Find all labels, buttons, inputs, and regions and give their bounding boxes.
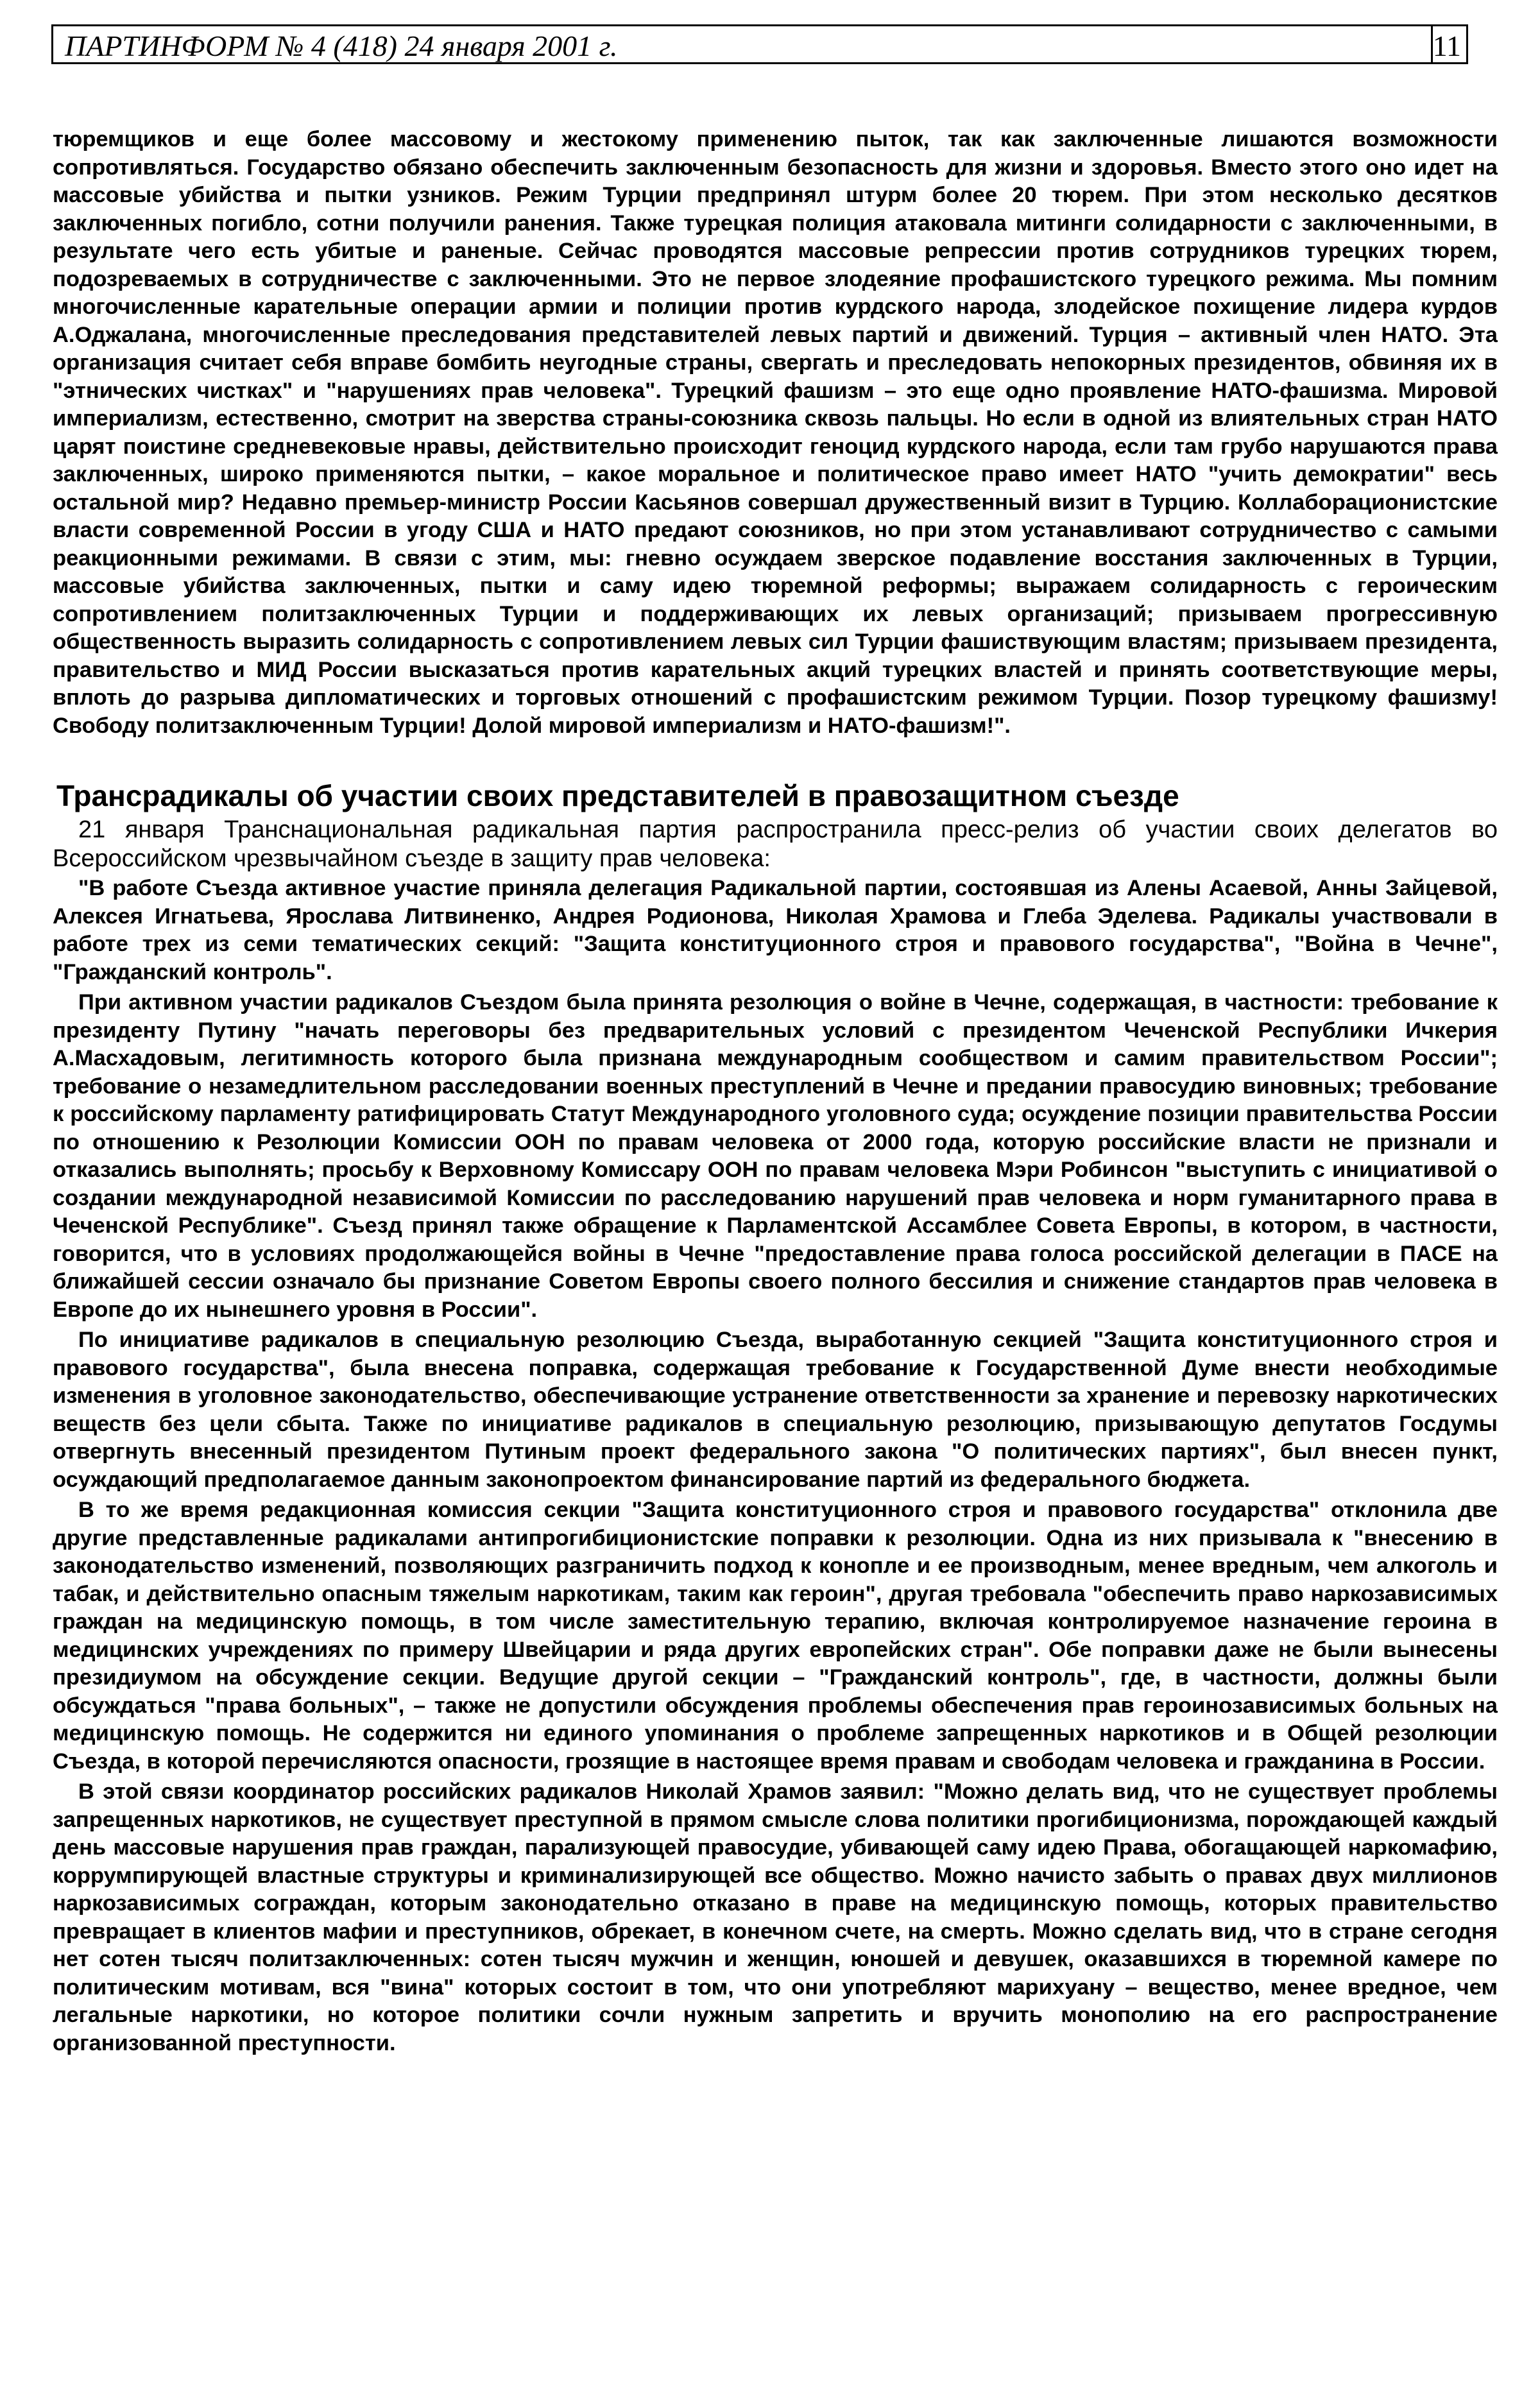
article-paragraph: В то же время редакционная комиссия секции "Защита конституционного строя и правового государства" отклонила две другие представленные радикалами антипрогибиционистские поправки к резолюции. Одна из них призывала к "внесению в законодательство изменений, позволяющих разграничить подход к конопле и ее производным, менее вредным, чем алкоголь и табак, и действительно опасным тяжелым наркотикам, таким как героин", другая требовала "обеспечить право наркозависимых граждан на медицинскую помощь, в том числе заместительную терапию, включая контролируемое назначение героина в медицинских учреждениях по примеру Швейцарии и ряда других европейских стран". Обе поправки даже не были вынесены президиумом на обсуждение секции. Ведущие другой секции – "Гражданский контроль", где, в частности, должны были обсуждаться "права больных", – также не допустили обсуждения проблемы обеспечения прав героинозависимых больных на медицинскую помощь. Не содержится ни единого упоминания о проблеме запрещенных наркотиков и в Общей резолюции Съезда, в которой перечисляются опасности, грозящие в настоящее время правам и свободам человека и гражданина в России.: [53, 1498, 1498, 1774]
article-paragraph: По инициативе радикалов в специальную резолюцию Съезда, выработанную секцией "Защита конституционного строя и правового государства", была внесена поправка, содержащая требование к Государственной Думе внести необходимые изменения в уголовное законодательство, обеспечивающие устранение ответственности за хранение и перевозку наркотических веществ без цели сбыта. Также по инициативе радикалов в специальную резолюцию, призывающую депутатов Госдумы отвергнуть внесенный президентом Путиным проект федерального закона "О политических партиях", был внесен пункт, осуждающий предполагаемое данным законопроектом финансирование партий из федерального бюджета.: [53, 1328, 1498, 1492]
article-paragraph: "В работе Съезда активное участие приняла делегация Радикальной партии, состоявшая из Алены Асаевой, Анны Зайцевой, Алексея Игнатьева, Ярослава Литвиненко, Андрея Родионова, Николая Храмова и Глеба Эделева. Радикалы участвовали в работе трех из семи тематических секций: "Защита конституционного строя и правового государства", "Война в Чечне", "Гражданский контроль".: [53, 876, 1498, 984]
article-paragraph: В этой связи координатор российских радикалов Николай Храмов заявил: "Можно делать вид, что не существует проблемы запрещенных наркотиков, не существует преступной в прямом смысле слова политики прогибиционизма, порождающей каждый день массовые нарушения прав граждан, парализующей правосудие, убивающей саму идею Права, обогащающей наркомафию, коррумпирующей властные структуры и криминализирующей все общество. Можно начисто забыть о правах двух миллионов наркозависимых сограждан, которым законодательно отказано в праве на медицинскую помощь, которых правительство превращает в клиентов мафии и преступников, обрекает, в конечном счете, на смерть. Можно сделать вид, что в стране сегодня нет сотен тысяч политзаключенных: сотен тысяч мужчин и женщин, юношей и девушек, оказавшихся в тюремной камере по политическим мотивам, вся "вина" которых состоит в том, что они употребляют марихуану – вещество, менее вредное, чем легальные наркотики, но которое политики сочли нужным запретить и вручить монополию на его распространение организованной преступности.: [53, 1779, 1498, 2055]
page-number: 11: [1432, 30, 1461, 62]
article-body: [53, 126, 1498, 2057]
article-heading: Трансрадикалы об участии своих представителей в правозащитном съезде: [56, 779, 1179, 812]
header-title: ПАРТИНФОРМ № 4 (418) 24 января 2001 г.: [65, 30, 618, 62]
article-lead: 21 января Транснациональная радикальная партия распространила пресс-релиз об участии своих делегатов во Всероссийском чрезвычайном съезде в защиту прав человека:: [53, 816, 1498, 872]
article-paragraph: При активном участии радикалов Съездом была принята резолюция о войне в Чечне, содержащая, в частности: требование к президенту Путину "начать переговоры без предварительных условий с президентом Чеченской Республики Ичкерия А.Масхадовым, легитимность которого была признана международным сообществом и самим правительством России"; требование о незамедлительном расследовании военных преступлений в Чечне и предании правосудию виновных; требование к российскому парламенту ратифицировать Статут Международного уголовного суда; осуждение позиции правительства России по отношению к Резолюции Комиссии ООН по правам человека от 2000 года, которую российские власти не признали и отказались выполнять; просьбу к Верховному Комиссару ООН по правам человека Мэри Робинсон "выступить с инициативой о создании международной независимой Комиссии по расследованию нарушений прав человека и норм гуманитарного права в Чеченской Республике". Съезд принял также обращение к Парламентской Ассамблее Совета Европы, в котором, в частности, говорится, что в условиях продолжающейся войны в Чечне "предоставление права голоса российской делегации в ПАСЕ на ближайшей сессии означало бы признание Советом Европы своего полного бессилия и снижение стандартов прав человека в Европе до их нынешнего уровня в России".: [53, 990, 1498, 1322]
intro-paragraph: тюремщиков и еще более массовому и жестокому применению пыток, так как заключенные лишаются возможности сопротивляться. Государство обязано обеспечить заключенным безопасность для жизни и здоровья. Вместо этого оно идет на массовые убийства и пытки узников. Режим Турции предпринял штурм более 20 тюрем. При этом несколько десятков заключенных погибло, сотни получили ранения. Также турецкая полиция атаковала митинги солидарности с заключенными, в результате чего есть убитые и раненые. Сейчас проводятся массовые репрессии против сотрудников турецких тюрем, подозреваемых в сотрудничестве с заключенными. Это не первое злодеяние профашистского турецкого режима. Мы помним многочисленные карательные операции армии и полиции против курдского народа, злодейское похищение лидера курдов А.Оджалана, многочисленные преследования представителей левых партий и движений. Турция – активный член НАТО. Эта организация считает себя вправе бомбить неугодные страны, свергать и преследовать непокорных президентов, обвиняя их в "этнических чистках" и "нарушениях прав человека". Турецкий фашизм – это еще одно проявление НАТО-фашизма. Мировой империализм, естественно, смотрит на зверства страны-союзника сквозь пальцы. Но если в одной из влиятельных стран НАТО царят поистине средневековые нравы, действительно происходит геноцид курдского народа, если там грубо нарушаются права заключенных, широко применяются пытки, – какое моральное и политическое право имеет НАТО "учить демократии" весь остальной мир? Недавно премьер-министр России Касьянов совершал дружественный визит в Турцию. Коллаборационистские власти современной России в угоду США и НАТО предают союзников, но при этом устанавливают сотрудничество с самыми реакционными режимами. В связи с этим, мы: гневно осуждаем зверское подавление восстания заключенных в Турции, массовые убийства заключенных, пытки и саму идею тюремной реформы; выражаем солидарность с героическим сопротивлением политзаключенных Турции и поддерживающих их левых организаций; призываем прогрессивную общественность выразить солидарность с сопротивлением левых сил Турции фашиствующим властям; призываем президента, правительство и МИД России высказаться против карательных акций турецких властей и принять соответствующие меры, вплоть до разрыва дипломатических и торговых отношений с профашистским режимом Турции. Позор турецкому фашизму! Свободу политзаключенным Турции! Долой мировой империализм и НАТО-фашизм!".: [53, 127, 1498, 738]
page-header: [51, 24, 1468, 64]
